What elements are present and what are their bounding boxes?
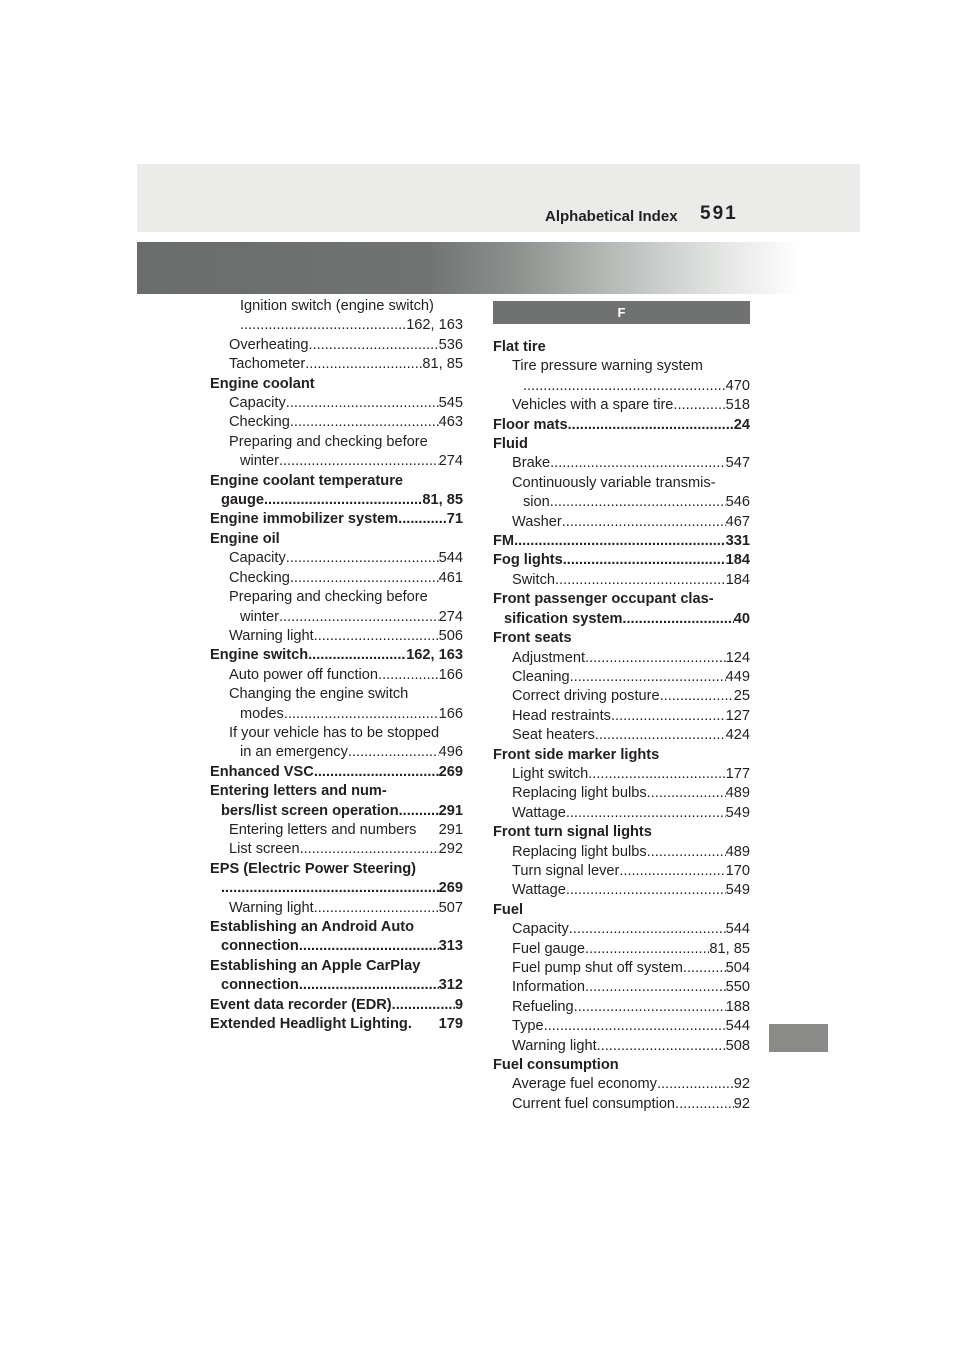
dot-leader: [398, 510, 447, 529]
entry-text: Event data recorder (EDR): [210, 996, 392, 1013]
index-subentry: [493, 784, 750, 803]
index-subentry: [493, 493, 750, 512]
page-reference: 291: [438, 802, 463, 819]
index-column-right: [493, 297, 750, 1114]
dot-leader: [647, 843, 726, 862]
dot-leader: [308, 646, 406, 665]
entry-text: Capacity: [229, 395, 286, 412]
index-subentry: [210, 452, 463, 471]
dot-leader: [675, 1095, 734, 1114]
entry-text: Adjustment: [512, 649, 586, 666]
entry-text: Warning light: [229, 627, 314, 644]
entry-text: Auto power off function: [229, 666, 379, 683]
entry-text: Front passenger occupant clas-: [493, 591, 714, 608]
page-reference: 461: [438, 569, 463, 586]
dot-leader: [299, 937, 439, 956]
index-subentry: [493, 959, 750, 978]
index-subentry: [493, 1017, 750, 1036]
index-subentry: [210, 336, 463, 355]
dot-leader: [563, 551, 726, 570]
index-subentry: [210, 394, 463, 413]
page-reference: 467: [725, 513, 750, 530]
dot-leader: [585, 978, 726, 997]
index-subentry: [493, 513, 750, 532]
index-subentry: [493, 920, 750, 939]
page-reference: 312: [438, 977, 463, 994]
dot-leader: [378, 666, 439, 685]
entry-text: gauge: [221, 492, 264, 509]
entry-text: connection: [221, 977, 299, 994]
dot-leader: [416, 821, 438, 840]
entry-text: Changing the engine switch: [229, 686, 409, 703]
dot-leader: [562, 513, 726, 532]
index-entry: [210, 976, 463, 995]
entry-text: Continuously variable transmis-: [512, 474, 716, 491]
page-reference: 549: [725, 804, 750, 821]
dot-leader: [568, 416, 734, 435]
page-reference: 92: [733, 1095, 750, 1112]
entry-text: Fog lights: [493, 552, 563, 569]
index-entry: [210, 996, 463, 1015]
page-reference: 177: [725, 765, 750, 782]
index-entry: [210, 860, 463, 879]
page-reference: 274: [438, 608, 463, 625]
index-subentry: [210, 316, 463, 335]
entry-text: Engine coolant temperature: [210, 472, 403, 489]
page-reference: 313: [438, 938, 463, 955]
dot-leader: [514, 532, 726, 551]
index-subentry: [493, 1075, 750, 1094]
page-reference: 269: [438, 880, 463, 897]
dot-leader: [585, 649, 726, 668]
index-subentry: [493, 454, 750, 473]
dot-leader: [570, 668, 726, 687]
dot-leader: [569, 920, 726, 939]
page-reference: 489: [725, 785, 750, 802]
index-subentry: [210, 413, 463, 432]
dot-leader: [660, 687, 734, 706]
entry-text: Type: [512, 1018, 544, 1035]
dot-leader: [300, 840, 439, 859]
dot-leader: [399, 802, 439, 821]
dot-leader: [412, 1015, 439, 1034]
entry-text: Current fuel consumption: [512, 1095, 676, 1112]
index-entry: [210, 646, 463, 665]
page-reference: 544: [438, 550, 463, 567]
section-thumb-tab: [769, 1024, 828, 1052]
entry-text: Replacing light bulbs: [512, 843, 647, 860]
index-entry: [210, 530, 463, 549]
entry-text: Switch: [512, 571, 555, 588]
page-reference: 9: [454, 996, 463, 1013]
dot-leader: [595, 726, 726, 745]
page-reference: 470: [725, 377, 750, 394]
index-entry: [210, 802, 463, 821]
index-subentry: [493, 1037, 750, 1056]
entry-text: Replacing light bulbs: [512, 785, 647, 802]
dot-leader: [264, 491, 422, 510]
page-reference: 547: [725, 455, 750, 472]
dot-leader: [309, 336, 439, 355]
page-reference: 449: [725, 668, 750, 685]
entry-text: Entering letters and num-: [210, 783, 387, 800]
page-reference: 269: [438, 763, 463, 780]
index-entry: [210, 937, 463, 956]
index-subentry: [210, 899, 463, 918]
index-entry: [210, 879, 463, 898]
entry-text: Wattage: [512, 804, 566, 821]
page-reference: 424: [725, 727, 750, 744]
index-entry: [493, 901, 750, 920]
section-entries: [493, 338, 750, 1114]
index-subentry: [493, 707, 750, 726]
entry-text: Head restraints: [512, 707, 611, 724]
dot-leader: [550, 493, 726, 512]
entry-text: Fuel pump shut off system: [512, 960, 683, 976]
entry-text: Fuel gauge: [512, 940, 586, 957]
index-entry: [210, 375, 463, 394]
entry-text: Floor mats: [493, 416, 568, 433]
page-reference: 550: [725, 979, 750, 996]
index-subentry: [493, 396, 750, 415]
index-subentry: [210, 840, 463, 859]
dot-leader: [622, 610, 733, 629]
page-reference: 81, 85: [709, 940, 750, 957]
dot-leader: [279, 452, 439, 471]
page-reference: 81, 85: [422, 492, 463, 509]
section-letter-header: F: [493, 301, 750, 324]
index-entry: [493, 746, 750, 765]
dot-leader: [597, 1037, 726, 1056]
index-entry: [493, 629, 750, 648]
page-reference: 506: [438, 627, 463, 644]
entry-text: Front turn signal lights: [493, 824, 652, 841]
page-reference: 496: [438, 744, 463, 761]
dot-leader: [221, 879, 439, 898]
entry-text: Correct driving posture: [512, 688, 660, 705]
page-reference: 170: [725, 862, 750, 879]
page-reference: 504: [725, 960, 750, 976]
index-entry: [493, 551, 750, 570]
entry-text: Enhanced VSC: [210, 763, 314, 780]
index-entry: [493, 338, 750, 357]
entry-text: Fuel consumption: [493, 1057, 619, 1074]
entry-text: winter: [240, 608, 279, 625]
dot-leader: [290, 413, 439, 432]
entry-text: Tachometer: [229, 356, 306, 373]
entry-text: connection: [221, 938, 299, 955]
page-reference: 166: [438, 705, 463, 722]
entry-text: Preparing and checking before: [229, 433, 428, 450]
page-number: 591: [700, 203, 738, 224]
index-subentry: [493, 474, 750, 493]
index-subentry: [210, 355, 463, 374]
entry-text: Average fuel economy: [512, 1076, 657, 1093]
dot-leader: [314, 627, 439, 646]
entry-text: Capacity: [512, 921, 569, 938]
index-entry: [493, 435, 750, 454]
page-reference: 489: [725, 843, 750, 860]
entry-text: Establishing an Apple CarPlay: [210, 957, 421, 974]
entry-text: Engine switch: [210, 647, 309, 664]
entry-text: Engine coolant: [210, 375, 315, 392]
entry-text: Capacity: [229, 550, 286, 567]
index-entry: [493, 823, 750, 842]
entry-text: Preparing and checking before: [229, 589, 428, 606]
page-reference: 518: [725, 397, 750, 414]
dot-leader: [683, 959, 726, 978]
dot-leader: [588, 765, 725, 784]
dot-leader: [290, 569, 439, 588]
entry-text: winter: [240, 453, 279, 470]
page-reference: 71: [446, 511, 463, 528]
index-subentry: [210, 685, 463, 704]
page-reference: 127: [725, 707, 750, 724]
index-entry: [210, 957, 463, 976]
index-subentry: [493, 862, 750, 881]
entry-text: Warning light: [512, 1037, 597, 1054]
entry-text: Information: [512, 979, 586, 996]
entry-text: Fluid: [493, 436, 528, 453]
index-subentry: [493, 843, 750, 862]
entry-text: List screen: [229, 841, 300, 858]
entry-text: Refueling: [512, 998, 574, 1015]
entry-text: Flat tire: [493, 339, 546, 355]
index-subentry: [493, 649, 750, 668]
page-reference: 331: [725, 533, 750, 550]
entry-text: sification system: [504, 610, 623, 627]
dot-leader: [555, 571, 726, 590]
entry-text: Cleaning: [512, 668, 570, 685]
index-subentry: [493, 978, 750, 997]
index-subentry: [210, 724, 463, 743]
page-reference: 544: [725, 921, 750, 938]
dot-leader: [314, 899, 439, 918]
dot-leader: [299, 976, 439, 995]
entry-text: Front seats: [493, 630, 572, 647]
entry-text: bers/list screen operation: [221, 802, 399, 819]
page-reference: 549: [725, 882, 750, 899]
index-subentry: [210, 608, 463, 627]
page-reference: 162, 163: [406, 647, 463, 664]
page-reference: 184: [725, 571, 750, 588]
page-reference: 25: [733, 688, 750, 705]
dot-leader: [305, 355, 422, 374]
dot-leader: [348, 743, 439, 762]
index-subentry: [493, 1095, 750, 1114]
page-reference: 546: [725, 494, 750, 511]
entry-text: If your vehicle has to be stopped: [229, 724, 440, 741]
index-subentry: [210, 743, 463, 762]
index-subentry: [493, 377, 750, 396]
page-reference: 544: [725, 1018, 750, 1035]
dot-leader: [647, 784, 726, 803]
index-subentry: [210, 666, 463, 685]
dot-leader: [544, 1017, 726, 1036]
index-column-left: [210, 297, 463, 1034]
dot-leader: [619, 862, 725, 881]
dot-leader: [657, 1075, 734, 1094]
index-entry: [210, 782, 463, 801]
entry-text: modes: [240, 705, 284, 722]
page-reference: 184: [725, 552, 750, 569]
page-reference: 292: [438, 841, 463, 858]
page-reference: 508: [725, 1037, 750, 1054]
page-reference: 291: [438, 821, 463, 838]
index-subentry: [493, 571, 750, 590]
entry-text: Tire pressure warning system: [512, 358, 703, 375]
dot-leader: [673, 396, 725, 415]
page-reference: 40: [733, 610, 750, 627]
dot-leader: [550, 454, 726, 473]
index-entry: [493, 416, 750, 435]
index-subentry: [493, 940, 750, 959]
page-reference: 536: [438, 336, 463, 353]
dot-leader: [585, 940, 709, 959]
index-subentry: [210, 627, 463, 646]
entry-text: Washer: [512, 513, 562, 530]
dot-leader: [286, 549, 439, 568]
entry-text: Checking: [229, 414, 290, 431]
entry-text: Checking: [229, 569, 290, 586]
page-reference: 166: [438, 666, 463, 683]
dot-leader: [392, 996, 455, 1015]
entry-text: Seat heaters: [512, 727, 595, 744]
dot-leader: [611, 707, 726, 726]
entry-text: Extended Headlight Lighting.: [210, 1016, 412, 1033]
index-entry: [210, 491, 463, 510]
index-entry: [493, 532, 750, 551]
dot-leader: [523, 377, 726, 396]
page-reference: 24: [733, 416, 750, 433]
index-subentry: [210, 821, 463, 840]
page-reference: 463: [438, 414, 463, 431]
page-reference: 162, 163: [406, 317, 463, 334]
entry-text: in an emergency: [240, 744, 348, 761]
index-subentry: [210, 297, 463, 316]
index-subentry: [493, 881, 750, 900]
entry-text: Ignition switch (engine switch): [240, 298, 434, 314]
page-reference: 545: [438, 395, 463, 412]
entry-text: Entering letters and numbers: [229, 821, 417, 838]
dot-leader: [566, 881, 726, 900]
entry-text: Light switch: [512, 765, 589, 782]
dot-leader: [574, 998, 726, 1017]
page-title: Alphabetical Index: [545, 208, 678, 225]
page-reference: 179: [438, 1016, 463, 1033]
index-subentry: [493, 357, 750, 376]
index-entry: [210, 1015, 463, 1034]
index-subentry: [210, 705, 463, 724]
page-reference: 274: [438, 453, 463, 470]
page-reference: 124: [725, 649, 750, 666]
dot-leader: [279, 608, 439, 627]
entry-text: Overheating: [229, 336, 309, 353]
entry-text: Vehicles with a spare tire: [512, 397, 674, 414]
index-entry: [493, 590, 750, 609]
entry-text: Engine immobilizer system: [210, 511, 399, 528]
page-reference: 81, 85: [422, 356, 463, 373]
entry-text: Warning light: [229, 899, 314, 916]
index-entry: [210, 472, 463, 491]
entry-text: Brake: [512, 455, 551, 472]
index-entry: [493, 1056, 750, 1075]
dot-leader: [286, 394, 439, 413]
entry-text: EPS (Electric Power Steering): [210, 860, 417, 877]
entry-text: Wattage: [512, 882, 566, 899]
page-reference: 507: [438, 899, 463, 916]
dot-leader: [314, 763, 439, 782]
entry-text: Turn signal lever: [512, 862, 620, 879]
page-reference: 92: [733, 1076, 750, 1093]
entry-text: Front side marker lights: [493, 746, 660, 763]
entry-text: sion: [523, 494, 550, 511]
decorative-gradient-band: [137, 242, 860, 294]
index-subentry: [493, 726, 750, 745]
index-subentry: [210, 588, 463, 607]
index-subentry: [493, 687, 750, 706]
header-band: [137, 164, 860, 232]
index-subentry: [493, 804, 750, 823]
index-entry: [210, 510, 463, 529]
index-subentry: [210, 433, 463, 452]
index-subentry: [210, 569, 463, 588]
index-entry: [210, 763, 463, 782]
page-reference: 188: [725, 998, 750, 1015]
entry-text: Fuel: [493, 901, 523, 918]
index-subentry: [493, 765, 750, 784]
entry-text: FM: [493, 533, 515, 550]
entry-text: Establishing an Android Auto: [210, 919, 415, 935]
index-entry: [493, 610, 750, 629]
index-entry: [210, 918, 463, 937]
dot-leader: [284, 705, 439, 724]
index-subentry: [210, 549, 463, 568]
dot-leader: [566, 804, 726, 823]
dot-leader: [240, 316, 406, 335]
index-subentry: [493, 998, 750, 1017]
entry-text: Engine oil: [210, 530, 280, 547]
index-subentry: [493, 668, 750, 687]
